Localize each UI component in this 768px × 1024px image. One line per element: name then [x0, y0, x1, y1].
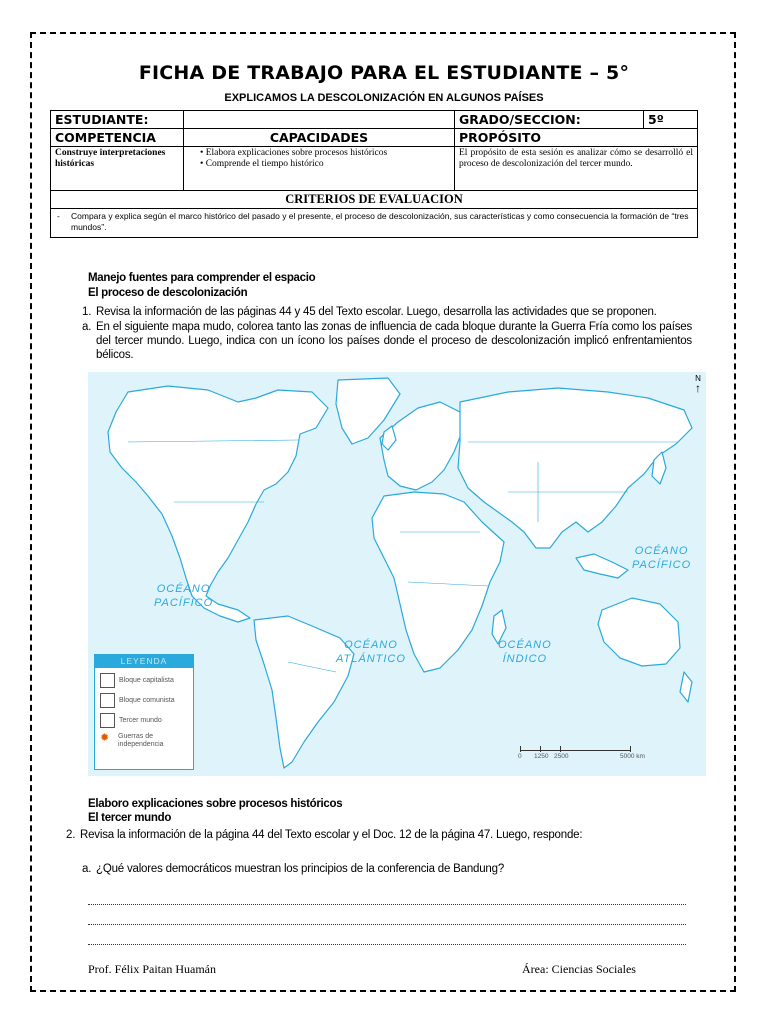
capacidades-list — [184, 147, 455, 191]
scale-label: 5000 km — [620, 753, 645, 760]
color-swatch[interactable] — [100, 693, 115, 708]
activity-2 — [66, 828, 700, 842]
ocean-label-atlantic: OCÉANO ATLÁNTICO — [336, 639, 406, 665]
criterio-cell — [51, 209, 698, 238]
australia-landmass — [598, 598, 680, 666]
activity-2a — [82, 862, 696, 876]
ocean-label-pacific-west: OCÉANO PACÍFICO — [154, 583, 214, 609]
map-scale-bar — [520, 744, 670, 764]
capacidad-item: • Elabora explicaciones sobre procesos históricos — [200, 148, 450, 159]
color-swatch[interactable] — [100, 673, 115, 688]
north-arrow-icon: N ↑ — [695, 374, 701, 395]
activity-1a-text: En el siguiente mapa mudo, colorea tanto las zonas de influencia de cada bloque durante la Guerra Fría como los países del tercer mundo. Luego, indica con un ícono los países donde el proceso de descolonización implicó enfrentamientos bélicos. — [96, 321, 692, 361]
competencia-label: COMPETENCIA — [51, 129, 184, 147]
info-table — [50, 110, 698, 238]
grade-field[interactable]: 5º — [644, 111, 698, 129]
activity-2a-text: ¿Qué valores democráticos muestran los principios de la conferencia de Bandung? — [96, 863, 505, 875]
section1-subheading: El proceso de descolonización — [88, 287, 248, 299]
scale-label: 1250 — [534, 753, 549, 760]
section2-heading: Elaboro explicaciones sobre procesos históricos — [88, 798, 343, 810]
new-zealand-landmass — [680, 672, 692, 702]
legend-item-wars: ✹ Guerras de independencia — [100, 732, 164, 748]
proposito-label: PROPÓSITO — [455, 129, 698, 147]
activity-2-text: Revisa la información de la página 44 del Texto escolar y el Doc. 12 de la página 47. Luego, responde: — [80, 829, 583, 841]
activity-1a — [82, 320, 692, 362]
ocean-label-indian: OCÉANO ÍNDICO — [498, 639, 552, 665]
answer-line[interactable] — [88, 944, 686, 945]
color-swatch[interactable] — [100, 713, 115, 728]
legend-item-third-world[interactable]: Tercer mundo — [100, 713, 193, 728]
ocean-label-pacific-east: OCÉANO PACÍFICO — [632, 545, 692, 571]
map-legend — [94, 654, 194, 770]
activity-1-text: Revisa la información de las páginas 44 y 45 del Texto escolar. Luego, desarrolla las actividades que se proponen. — [96, 306, 657, 318]
activity-2-number: 2. — [66, 829, 76, 841]
scale-label: 2500 — [554, 753, 569, 760]
scale-label: 0 — [518, 753, 522, 760]
activity-1a-letter: a. — [82, 321, 92, 333]
footer-teacher: Prof. Félix Paitan Huamán — [88, 962, 216, 976]
explosion-icon: ✹ — [100, 732, 110, 744]
activity-1 — [82, 305, 696, 319]
legend-item-capitalist[interactable]: Bloque capitalista — [100, 673, 193, 688]
activity-1-number: 1. — [82, 306, 92, 318]
criterio-text: Compara y explica según el marco histórico del pasado y el presente, el proceso de descolonización, sus características y como consecuencia la formación de “tres mundos”. — [71, 211, 689, 233]
capacidades-label: CAPACIDADES — [184, 129, 455, 147]
page-title: FICHA DE TRABAJO PARA EL ESTUDIANTE – 5° — [138, 62, 630, 84]
footer-area: Área: Ciencias Sociales — [522, 962, 636, 976]
answer-line[interactable] — [88, 924, 686, 925]
legend-item-communist[interactable]: Bloque comunista — [100, 693, 193, 708]
activity-2a-letter: a. — [82, 863, 92, 875]
page-subtitle: EXPLICAMOS LA DESCOLONIZACIÓN EN ALGUNOS PAÍSES — [224, 92, 544, 104]
criterios-label: CRITERIOS DE EVALUACION — [51, 191, 698, 209]
section1-heading: Manejo fuentes para comprender el espacio — [88, 272, 316, 284]
student-label: ESTUDIANTE: — [51, 111, 184, 129]
southeast-asia-islands — [576, 554, 628, 578]
section2-subheading: El tercer mundo — [88, 812, 172, 824]
europe-landmass — [380, 402, 462, 490]
north-america-landmass — [108, 386, 328, 622]
grade-label: GRADO/SECCION: — [455, 111, 644, 129]
student-field[interactable] — [184, 111, 455, 129]
competencia-text: Construye interpretaciones históricas — [51, 147, 184, 191]
proposito-text: El propósito de esta sesión es analizar cómo se desarrolló el proceso de descolonización del tercer mundo. — [455, 147, 698, 191]
legend-title: LEYENDA — [95, 655, 193, 668]
criterio-dash: - — [57, 211, 60, 221]
answer-line[interactable] — [88, 904, 686, 905]
capacidad-item: • Comprende el tiempo histórico — [200, 159, 450, 170]
